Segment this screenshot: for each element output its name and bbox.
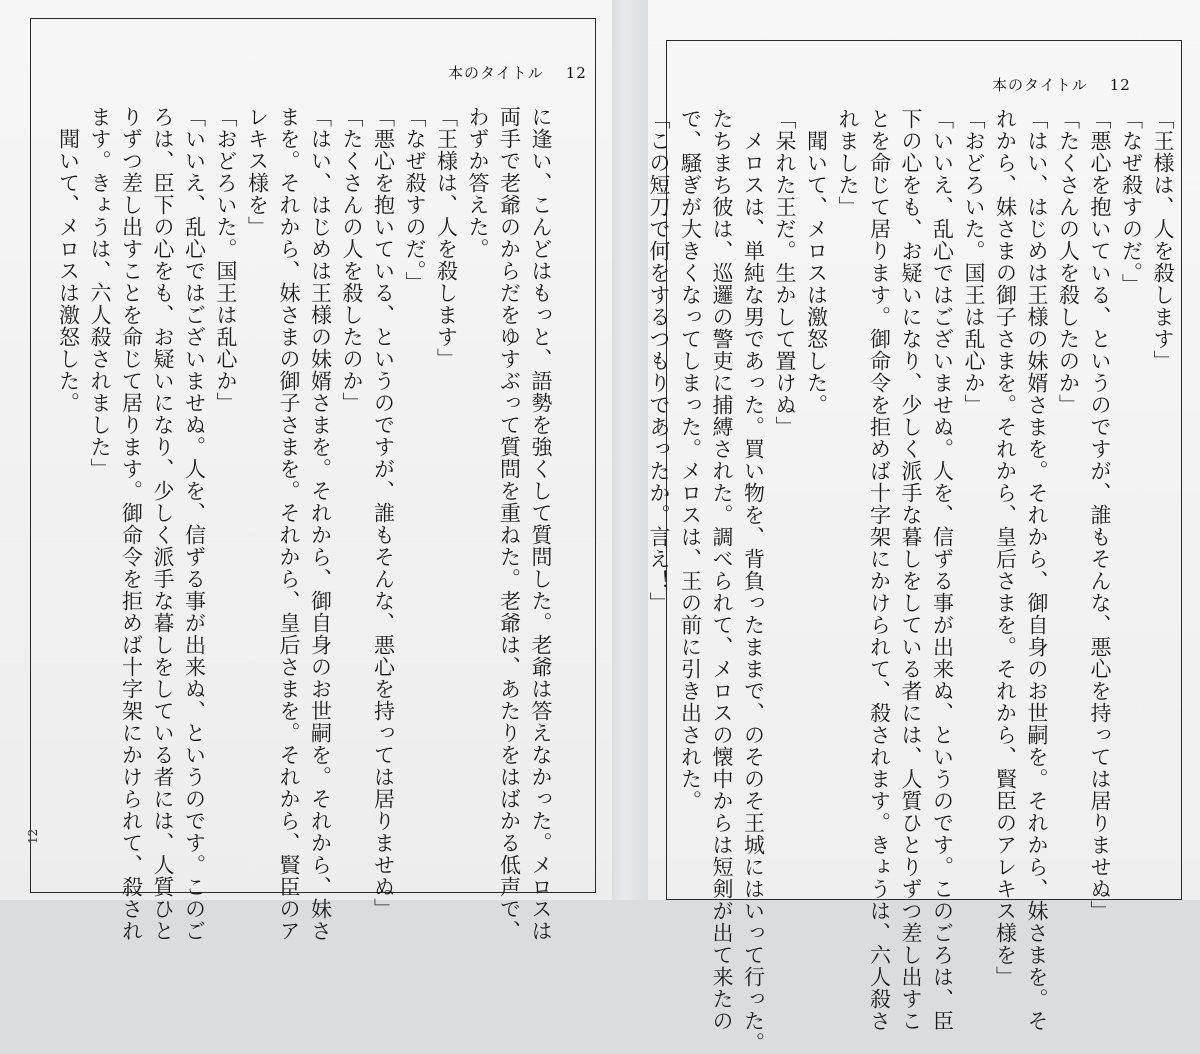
right-header-title: 本のタイトル [992, 76, 1088, 94]
right-page [647, 0, 1200, 1054]
right-header-page-number: 12 [1109, 76, 1131, 94]
right-body-text: 「王様は、人を殺します」 「なぜ殺すのだ。」 「悪心を抱いている、というのですが、誰もそんな、悪心を持っては居りませぬ」 「たくさんの人を殺したのか」 「はい、はじめは王様の妹婿さまを。それから、御自身のお世嗣を。それから、妹さまを。そ れから、妹さまの御子さまを。それから、皇后さまを。それから、賢臣のアレキス様を」 「おどろいた。国王は乱心か」 「いいえ、乱心ではございませぬ。人を、信ずる事が出来ぬ、というのです。このごろは、臣 下の心をも、お疑いになり、少しく派手な暮しをしている者には、人質ひとりずつ差し出すこ とを命じて居ります。御命令を拒めば十字架にかけられて、殺されます。きょうは、六人殺さ れました」 聞いて、メロスは激怒した。 「呆れた王だ。生かして置けぬ」 メロスは、単純な男であった。買い物を、背負ったままで、のそのそ王城にはいって行った。 たちまち彼は、巡邏の警吏に捕縛された。調べられて、メロスの懐中からは短剣が出て来たの で、騒ぎが大きくなってしまった。メロスは、王の前に引き出された。 「この短刀で何をするつもりであったか。言え！」 [647, 108, 1175, 1054]
left-footer-page-number: 12 [26, 828, 40, 844]
left-page [0, 0, 612, 942]
left-body-text: に逢い、こんどはもっと、語勢を強くして質問した。老爺は答えなかった。メロスは 両手で老爺のからだをゆすぶって質問を重ねた。老爺は、あたりをはばかる低声で、 わずか答えた。 「王様は、人を殺します」 「なぜ殺すのだ。」 「悪心を抱いている、というのですが、誰もそんな、悪心を持っては居りませぬ」 「たくさんの人を殺したのか」 「はい、はじめは王様の妹婿さまを。それから、御自身のお世嗣を。それから、妹さ まを。それから、妹さまの御子さまを。それから、皇后さまを。それから、賢臣のア レキス様を」 「おどろいた。国王は乱心か」 「いいえ、乱心ではございませぬ。人を、信ずる事が出来ぬ、というのです。このご ろは、臣下の心をも、お疑いになり、少しく派手な暮しをしている者には、人質ひと りずつ差し出すことを命じて居ります。御命令を拒めば十字架にかけられて、殺され ます。きょうは、六人殺されました」 聞いて、メロスは激怒した。 [56, 106, 553, 942]
left-header-title: 本のタイトル [448, 64, 544, 82]
left-running-header [448, 62, 587, 83]
right-running-header [992, 74, 1131, 95]
left-header-page-number: 12 [565, 64, 587, 82]
